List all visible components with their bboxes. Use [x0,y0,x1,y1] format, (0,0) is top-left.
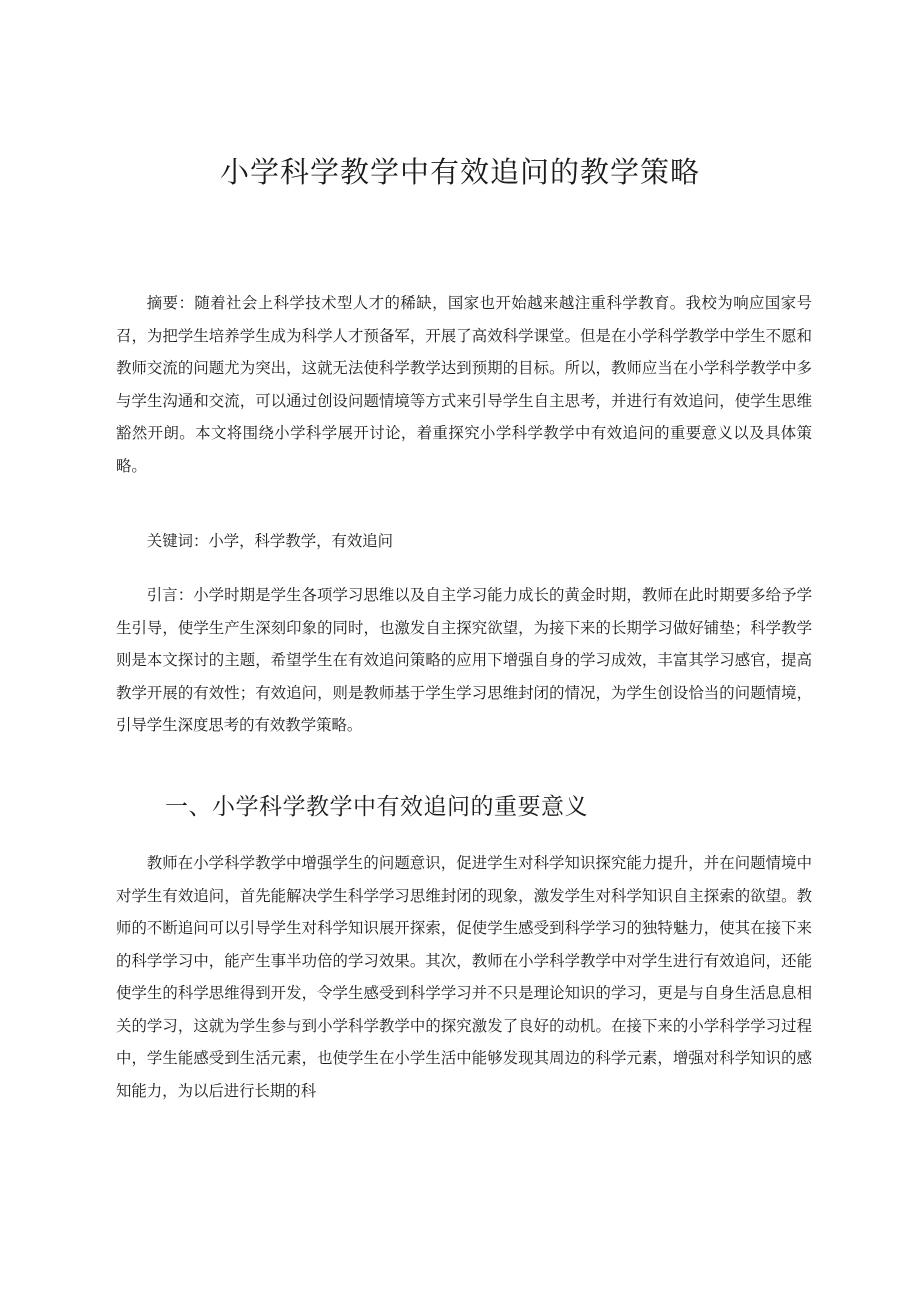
section-heading: 一、小学科学教学中有效追问的重要意义 [165,794,588,820]
abstract-paragraph: 摘要：随着社会上科学技术型人才的稀缺，国家也开始越来越注重科学教育。我校为响应国家号召，为把学生培养学生成为科学人才预备军，开展了高效科学课堂。但是在小学科学教学中学生不愿和教师交流的问题尤为突出，这就无法使科学教学达到预期的目标。所以，教师应当在小学科学教学中多与学生沟通和交流，可以通过创设问题情境等方式来引导学生自主思考，并进行有效追问，使学生思维豁然开朗。本文将围绕小学科学展开讨论，着重探究小学科学教学中有效追问的重要意义以及具体策略。 [116,294,812,475]
document-title: 小学科学教学中有效追问的教学策略 [219,155,700,189]
keywords-line: 关键词：小学，科学教学，有效追问 [146,532,394,550]
section-paragraph: 教师在小学科学教学中增强学生的问题意识，促进学生对科学知识探究能力提升，并在问题情境中对学生有效追问，首先能解决学生科学学习思维封闭的现象，激发学生对科学知识自主探索的欲望。教师的不断追问可以引导学生对科学知识展开探索，促使学生感受到科学学习的独特魅力，使其在接下来的科学学习中，能产生事半功倍的学习效果。其次，教师在小学科学教学中对学生进行有效追问，还能使学生的科学思维得到开发，令学生感受到科学学习并不只是理论知识的学习，更是与自身生活息息相关的学习，这就为学生参与到小学科学教学中的探究激发了良好的动机。在接下来的小学科学学习过程中，学生能感受到生活元素，也使学生在小学生活中能够发现其周边的科学元素，增强对科学知识的感知能力，为以后进行长期的科 [116,854,812,1100]
introduction-paragraph: 引言：小学时期是学生各项学习思维以及自主学习能力成长的黄金时期，教师在此时期要多给予学生引导，使学生产生深刻印象的同时，也激发自主探究欲望，为接下来的长期学习做好铺垫；科学教学则是本文探讨的主题，希望学生在有效追问策略的应用下增强自身的学习成效，丰富其学习感官，提高教学开展的有效性；有效追问，则是教师基于学生学习思维封闭的情况，为学生创设恰当的问题情境，引导学生深度思考的有效教学策略。 [116,586,812,734]
